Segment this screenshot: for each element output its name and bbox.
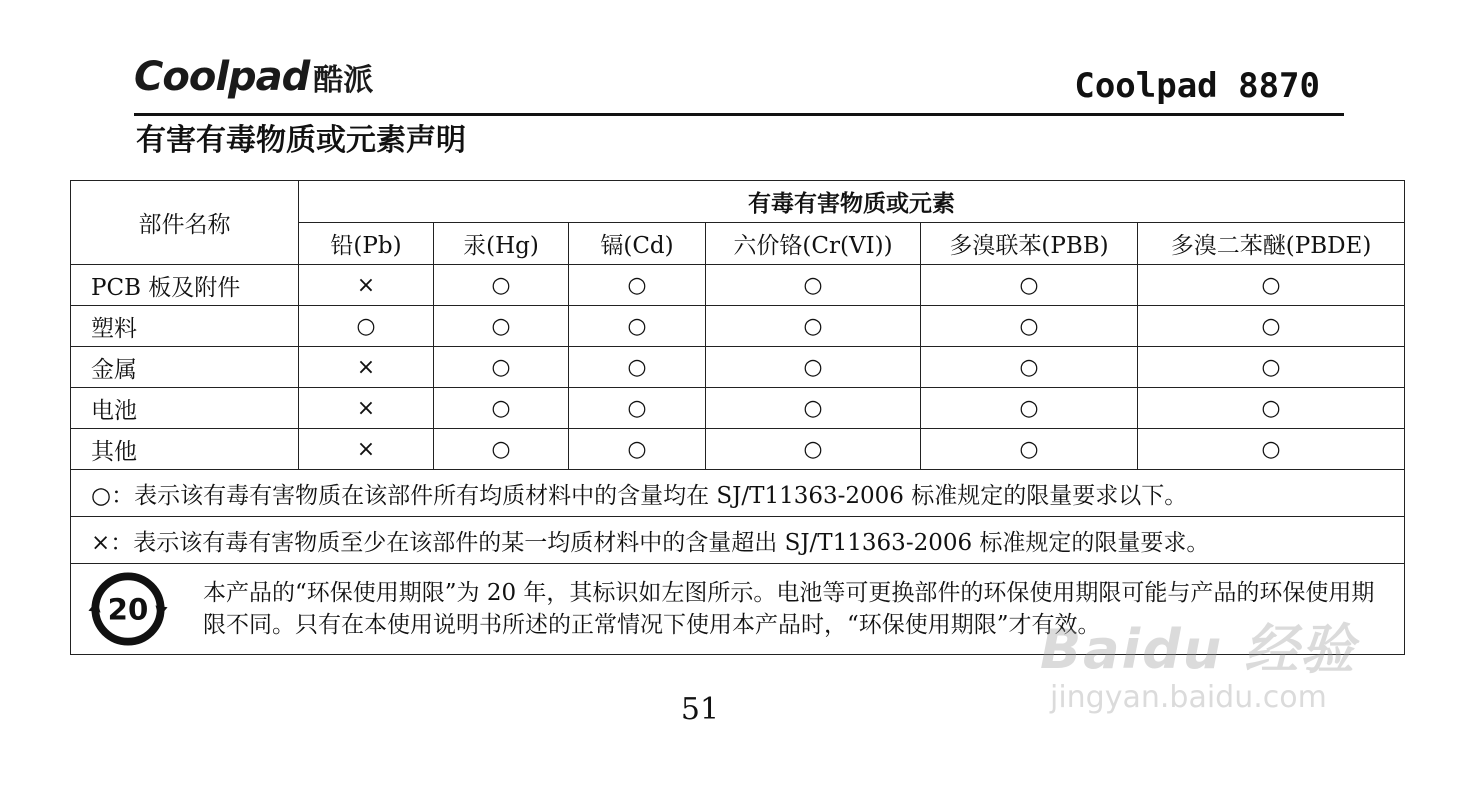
legend-circle-row [71, 470, 1405, 517]
mark-cell: ○ [434, 429, 569, 470]
epup-statement: 本产品的“环保使用期限”为 20 年，其标识如左图所示。电池等可更换部件的环保使用期限可能与产品的环保使用期限不同。只有在本使用说明书所述的正常情况下使用本产品时，“环保使用期限”才有效。 [203, 580, 1375, 638]
brand-cn: 酷派 [313, 63, 374, 98]
epup-20-icon [85, 566, 171, 652]
table-row [71, 388, 1405, 429]
mark-cell: ○ [706, 265, 921, 306]
epup-cell [71, 564, 1405, 655]
column-header: 多溴联苯(PBB) [921, 223, 1138, 265]
table-row [71, 306, 1405, 347]
column-header: 铅(Pb) [299, 223, 434, 265]
mark-cell: × [299, 265, 434, 306]
mark-cell: ○ [706, 429, 921, 470]
part-name-cell: 其他 [71, 429, 299, 470]
mark-cell: ○ [299, 306, 434, 347]
part-name-cell: 电池 [71, 388, 299, 429]
mark-cell: ○ [569, 429, 706, 470]
table-row [71, 429, 1405, 470]
part-name-cell: PCB 板及附件 [71, 265, 299, 306]
table-row [71, 347, 1405, 388]
part-name-cell: 金属 [71, 347, 299, 388]
mark-cell: ○ [1138, 388, 1405, 429]
coolpad-logo [134, 52, 373, 106]
substance-group-header: 有毒有害物质或元素 [299, 181, 1405, 223]
mark-cell: ○ [434, 347, 569, 388]
table-row [71, 265, 1405, 306]
mark-cell: × [299, 388, 434, 429]
mark-cell: ○ [921, 265, 1138, 306]
epup-row [71, 564, 1405, 655]
mark-cell: ○ [921, 306, 1138, 347]
watermark-url: jingyan.baidu.com [1050, 680, 1327, 715]
mark-cell: ○ [1138, 429, 1405, 470]
mark-cell: ○ [706, 306, 921, 347]
mark-cell: ○ [434, 388, 569, 429]
column-header: 多溴二苯醚(PBDE) [1138, 223, 1405, 265]
legend-circle-note: ○：表示该有毒有害物质在该部件所有均质材料中的含量均在 SJ/T11363-2006 标准规定的限量要求以下。 [71, 470, 1405, 517]
header-divider [134, 113, 1344, 116]
column-header: 汞(Hg) [434, 223, 569, 265]
mark-cell: ○ [434, 265, 569, 306]
mark-cell: × [299, 347, 434, 388]
brand-latin: Coolpad [134, 54, 310, 100]
mark-cell: ○ [921, 429, 1138, 470]
epup-icon-number: 20 [107, 592, 149, 627]
page-number: 51 [680, 692, 720, 727]
mark-cell: ○ [921, 388, 1138, 429]
mark-cell: ○ [569, 347, 706, 388]
mark-cell: ○ [706, 347, 921, 388]
part-name-header: 部件名称 [71, 181, 299, 265]
column-header: 镉(Cd) [569, 223, 706, 265]
mark-cell: ○ [569, 388, 706, 429]
mark-cell: ○ [569, 306, 706, 347]
mark-cell: ○ [921, 347, 1138, 388]
part-name-cell: 塑料 [71, 306, 299, 347]
mark-cell: ○ [1138, 265, 1405, 306]
column-header: 六价铬(Cr(VI)) [706, 223, 921, 265]
mark-cell: ○ [569, 265, 706, 306]
legend-cross-note: ×：表示该有毒有害物质至少在该部件的某一均质材料中的含量超出 SJ/T11363-2006 标准规定的限量要求。 [71, 517, 1405, 564]
page-title: 有害有毒物质或元素声明 [136, 123, 466, 158]
watermark-main: Baidu 经验 [1040, 618, 1357, 681]
hazardous-substances-table [70, 180, 1405, 655]
model-name: Coolpad 8870 [1074, 66, 1320, 106]
mark-cell: ○ [706, 388, 921, 429]
mark-cell: ○ [1138, 306, 1405, 347]
mark-cell: ○ [434, 306, 569, 347]
legend-cross-row [71, 517, 1405, 564]
mark-cell: × [299, 429, 434, 470]
mark-cell: ○ [1138, 347, 1405, 388]
